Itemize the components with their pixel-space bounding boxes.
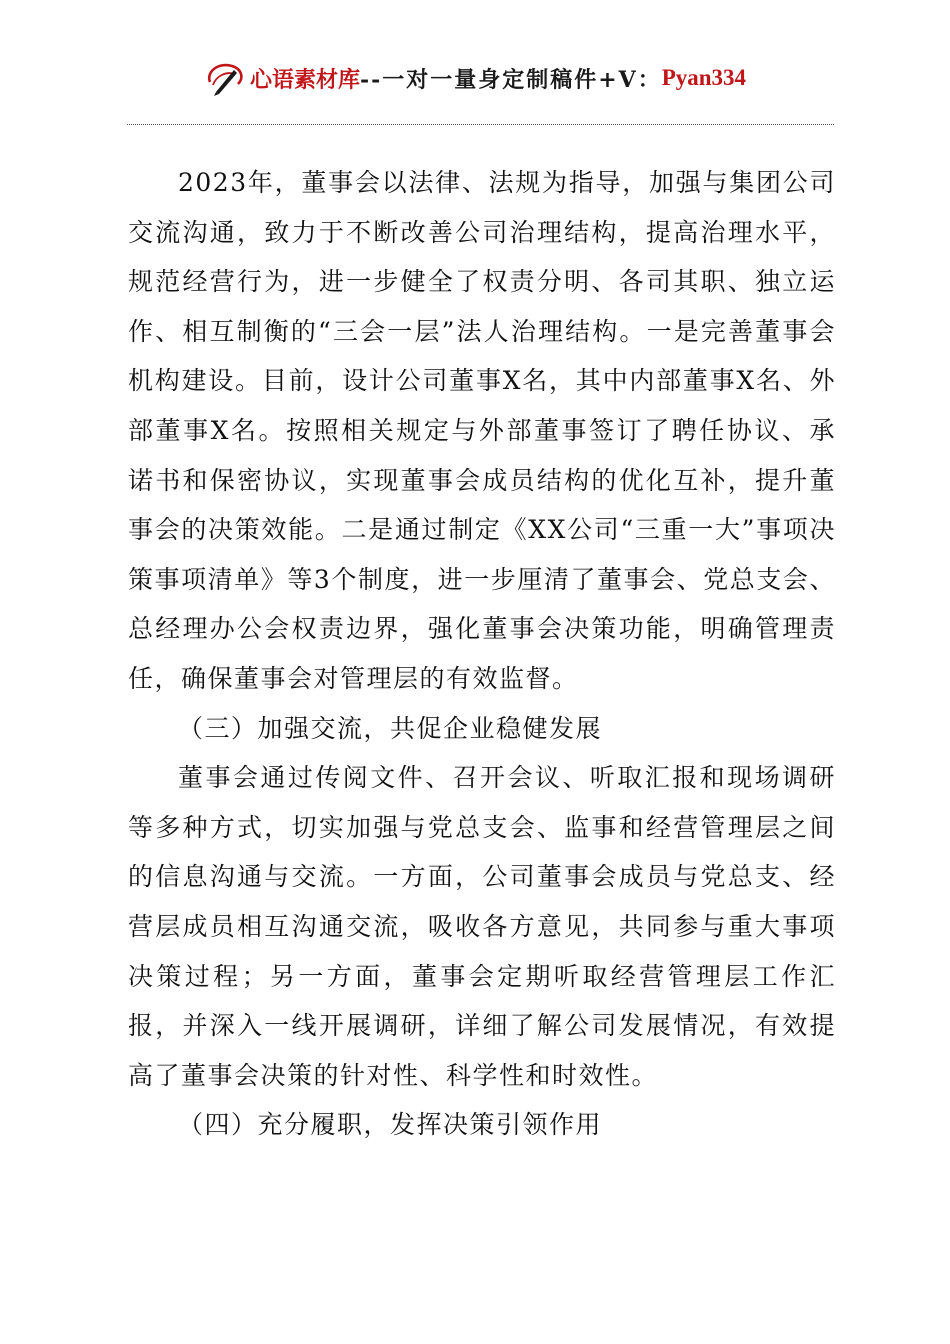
header-tagline: --一对一量身定制稿件+V： (359, 66, 662, 93)
section-heading-3: （三）加强交流，共促企业稳健发展 (178, 713, 603, 743)
quill-pen-swirl-icon (204, 58, 248, 98)
header-divider (127, 124, 834, 125)
contact-id: Pyan334 (661, 65, 747, 90)
brand-name: 心语素材库 (249, 67, 360, 93)
page-header (0, 58, 950, 108)
body-paragraph-2: 董事会通过传阅文件、召开会议、听取汇报和现场调研等多种方式，切实加强与党总支会、监事和经营管理层之间的信息沟通与交流。一方面，公司董事会成员与党总支、经营层成员相互沟通交流，吸收各方意见，共同参与重大事项决策过程；另一方面，董事会定期听取经营管理层工作汇报，并深入一线开展调研，详细了解公司发展情况，有效提高了董事会决策的针对性、科学性和时效性。 (128, 763, 836, 1090)
body-paragraph-1: 2023年，董事会以法律、法规为指导，加强与集团公司交流沟通，致力于不断改善公司治理结构，提高治理水平，规范经营行为，进一步健全了权责分明、各司其职、独立运作、相互制衡的“三会一层”法人治理结构。一是完善董事会机构建设。目前，设计公司董事X名，其中内部董事X名、外部董事X名。按照相关规定与外部董事签订了聘任协议、承诺书和保密协议，实现董事会成员结构的优化互补，提升董事会的决策效能。二是通过制定《XX公司“三重一大”事项决策事项清单》等3个制度，进一步厘清了董事会、党总支会、总经理办公会权责边界，强化董事会决策功能，明确管理责任，确保董事会对管理层的有效监督。 (128, 168, 836, 693)
document-body (128, 158, 836, 1150)
section-heading-4: （四）充分履职，发挥决策引领作用 (178, 1110, 603, 1140)
